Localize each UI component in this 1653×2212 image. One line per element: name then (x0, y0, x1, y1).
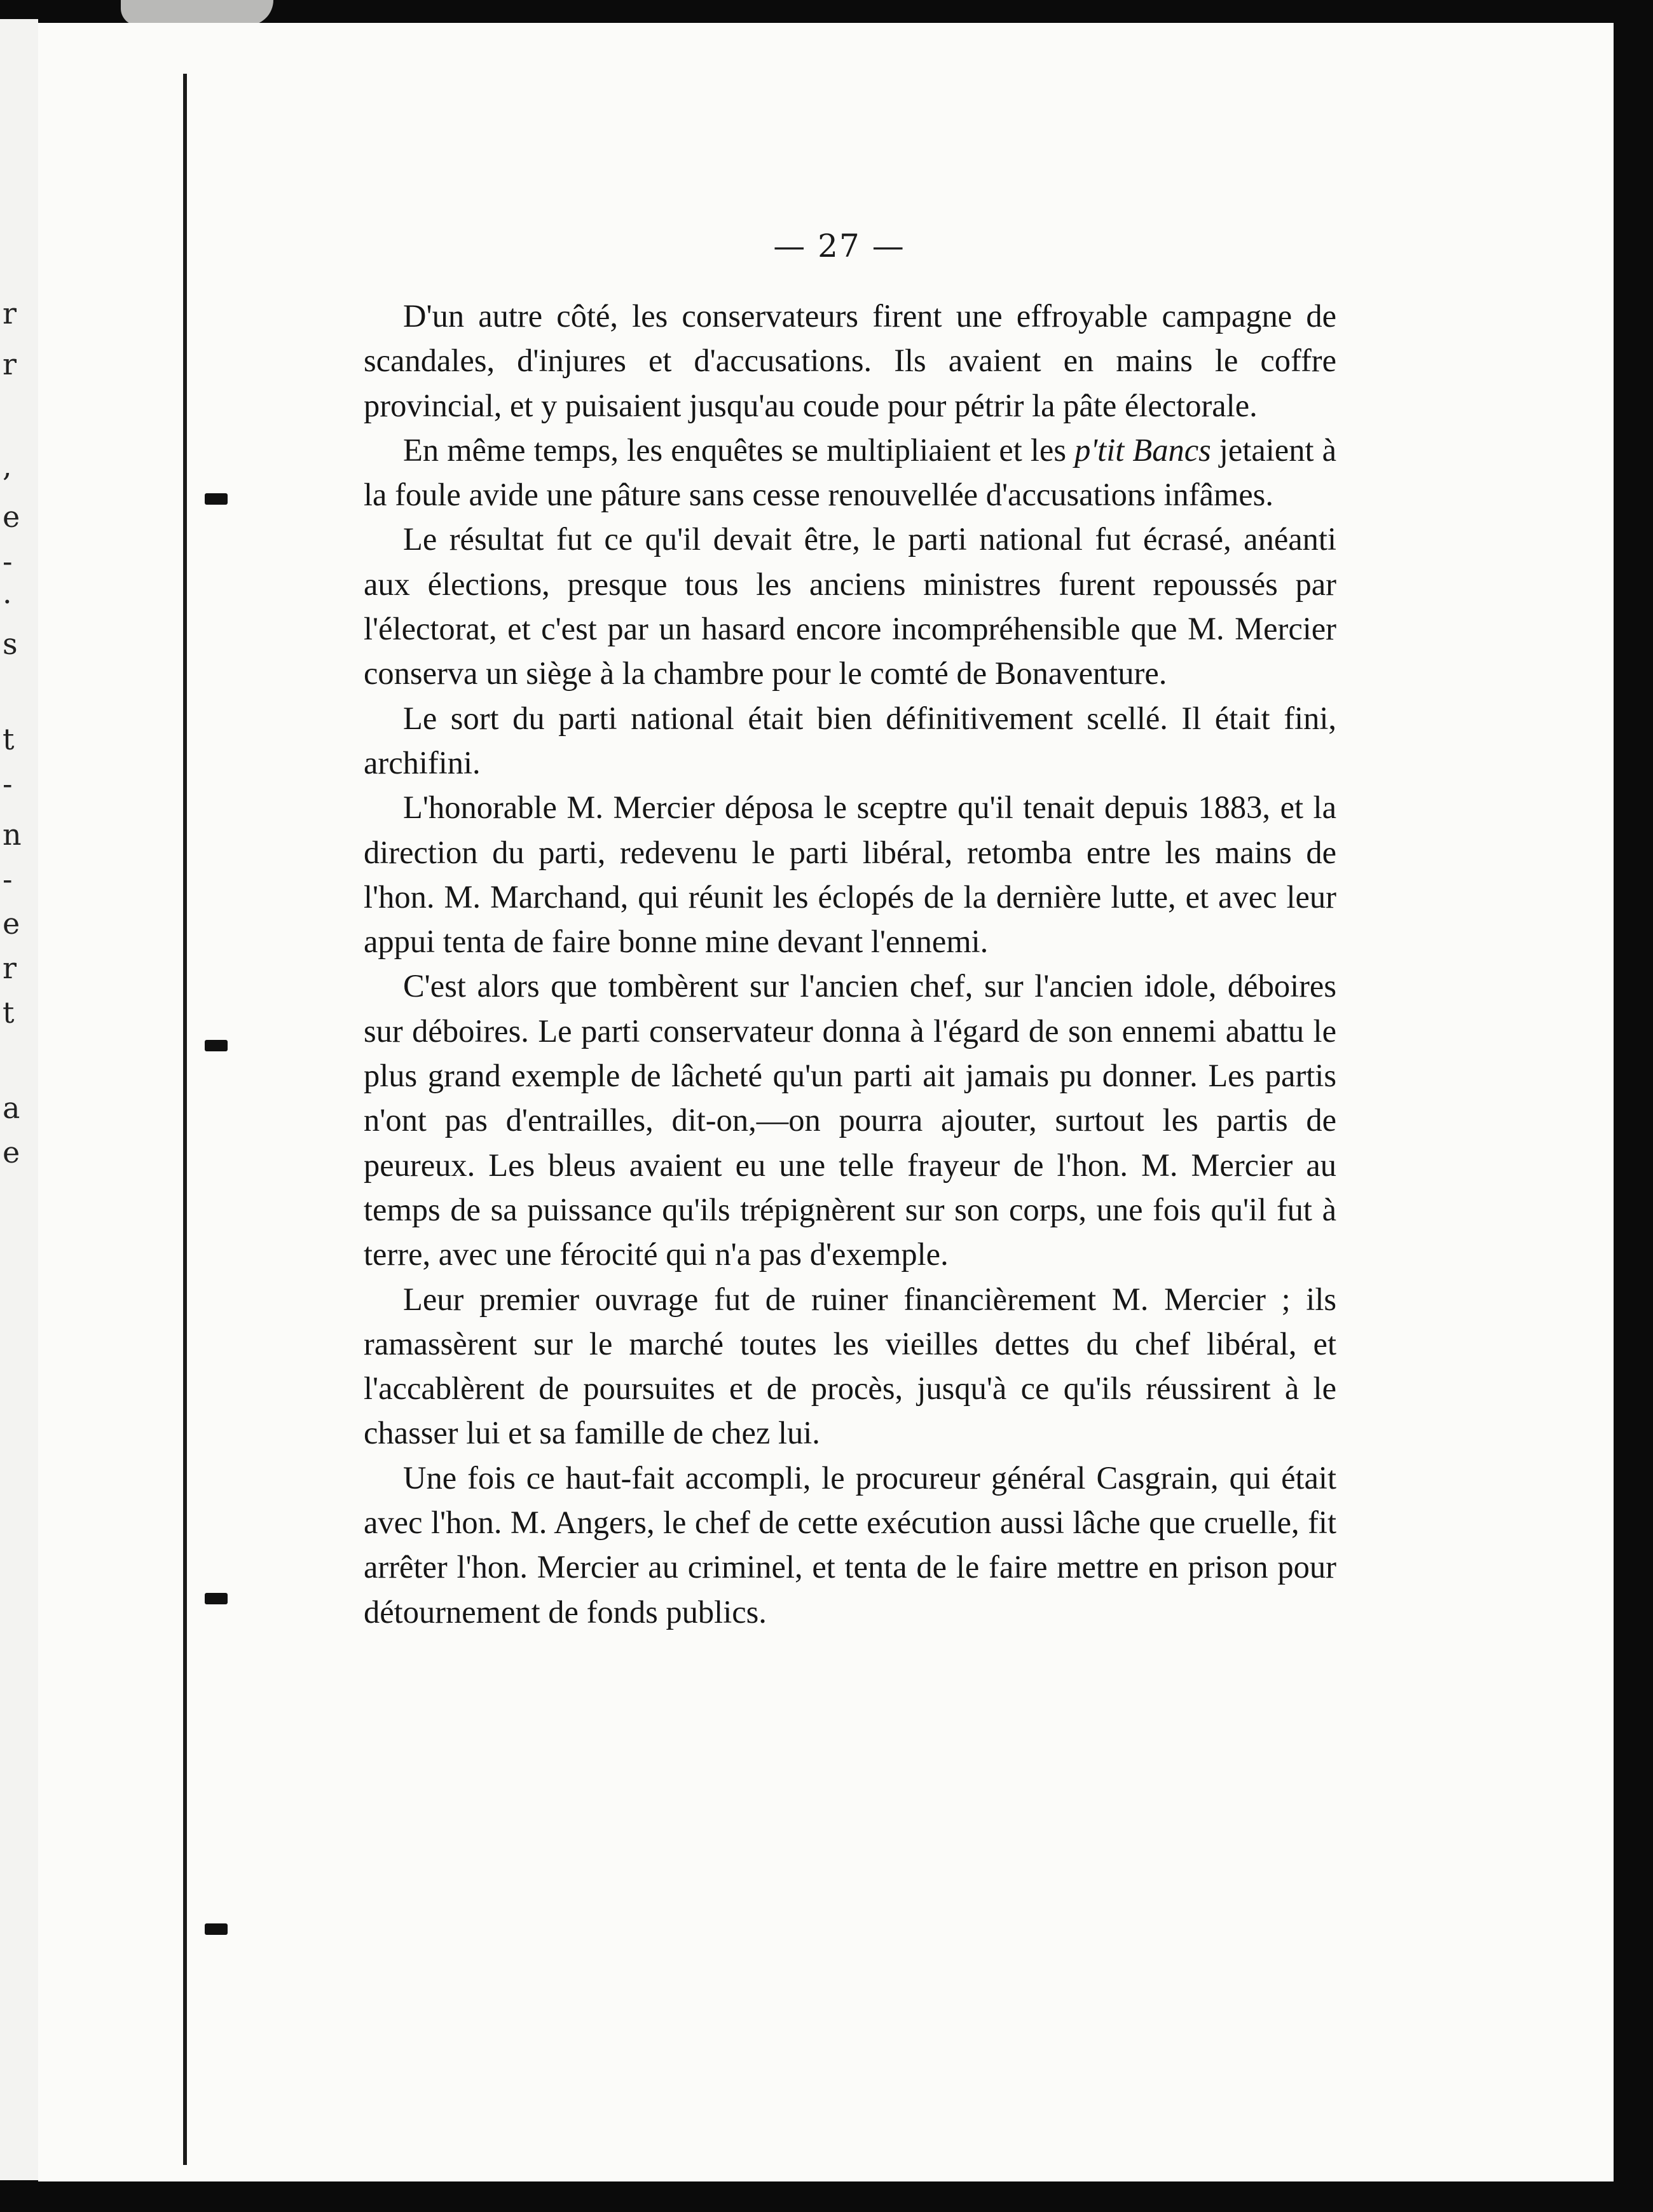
margin-fragment: t (3, 722, 15, 756)
binding-stitch (205, 1040, 228, 1051)
paragraph: L'honorable M. Mercier déposa le sceptre qu'il tenait depuis 1883, et la direction du parti, redevenu le parti libéral, retomba entre les mains de l'hon. M. Marchand, qui réunit les éclopés de la dernière lutte, et avec leur appui tenta de faire bonne mine devant l'ennemi. (364, 789, 1336, 960)
paragraph-text: En même temps, les enquêtes se multipliaient et les (403, 432, 1075, 468)
paragraph: C'est alors que tombèrent sur l'ancien chef, sur l'ancien idole, déboires sur déboires. Le parti conservateur donna à l'égard de son ennemi abattu le plus grand exemple de lâcheté qu'un parti ait jamais pu donner. Les partis n'ont pas d'entrailles, dit-on,—on pourra ajouter, surtout les partis de peureux. Les bleus avaient eu une telle frayeur de l'hon. M. Mercier au temps de sa puissance qu'ils trépignèrent sur son corps, une fois qu'il fut à terre, avec une férocité qui n'a pas d'exemple. (364, 968, 1336, 1273)
body-text (364, 294, 1336, 1634)
margin-fragment: r (3, 296, 17, 331)
paragraph: Leur premier ouvrage fut de ruiner financièrement M. Mercier ; ils ramassèrent sur le marché toutes les vieilles dettes du chef libéral, et l'accablèrent de poursuites et de procès, jusqu'à ce qu'ils réussirent à le chasser lui et sa famille de chez lui. (364, 1281, 1336, 1451)
margin-fragment: t (3, 995, 15, 1030)
paper-stain (121, 0, 273, 25)
facing-page-edge (0, 19, 38, 2180)
scan-border-right (1614, 0, 1653, 2212)
margin-fragment: - (3, 862, 13, 896)
paragraph: Une fois ce haut-fait accompli, le procureur général Casgrain, qui était avec l'hon. M. Angers, le chef de cette exécution aussi lâche que cruelle, fit arrêter l'hon. Mercier au criminel, et tenta de le faire mettre en prison pour détournement de fonds publics. (364, 1459, 1336, 1630)
binding-stitch (205, 493, 228, 505)
margin-fragment: r (3, 951, 17, 985)
margin-fragment: e (3, 1135, 20, 1170)
margin-fragment: e (3, 906, 20, 941)
margin-fragment: s (3, 627, 18, 661)
scan-border-bottom (0, 2181, 1653, 2212)
margin-fragment: r (3, 347, 17, 381)
paragraph: Le sort du parti national était bien définitivement scellé. Il était fini, archifini. (364, 700, 1336, 781)
margin-fragment: e (3, 500, 20, 534)
paragraph: D'un autre côté, les conservateurs firent une effroyable campagne de scandales, d'injures et d'accusations. Ils avaient en mains le coffre provincial, et y puisaient jusqu'au coude pour pétrir la pâte électorale. (364, 298, 1336, 423)
margin-fragment: . (3, 576, 12, 610)
page-number: — 27 — (773, 228, 905, 264)
margin-fragment: - (3, 767, 13, 801)
binding-thread (183, 74, 187, 2165)
margin-fragment: , (3, 449, 12, 483)
paragraph-text: jetaient à la foule avide une pâture sans cesse renouvellée d'accusations infâmes. (364, 432, 1337, 513)
paragraph: Le résultat fut ce qu'il devait être, le parti national fut écrasé, anéanti aux élections, presque tous les anciens ministres furent repoussés par l'électorat, et c'est par un hasard encore incompréhensible que M. Mercier conserva un siège à la chambre pour le comté de Bonaventure. (364, 521, 1336, 692)
binding-stitch (205, 1923, 228, 1935)
margin-fragment: a (3, 1091, 20, 1125)
paragraph (364, 428, 1336, 517)
binding-stitch (205, 1593, 228, 1604)
newspaper-title: p'tit Bancs (1074, 432, 1211, 468)
margin-fragment: - (3, 544, 13, 578)
margin-fragment: n (3, 817, 22, 852)
